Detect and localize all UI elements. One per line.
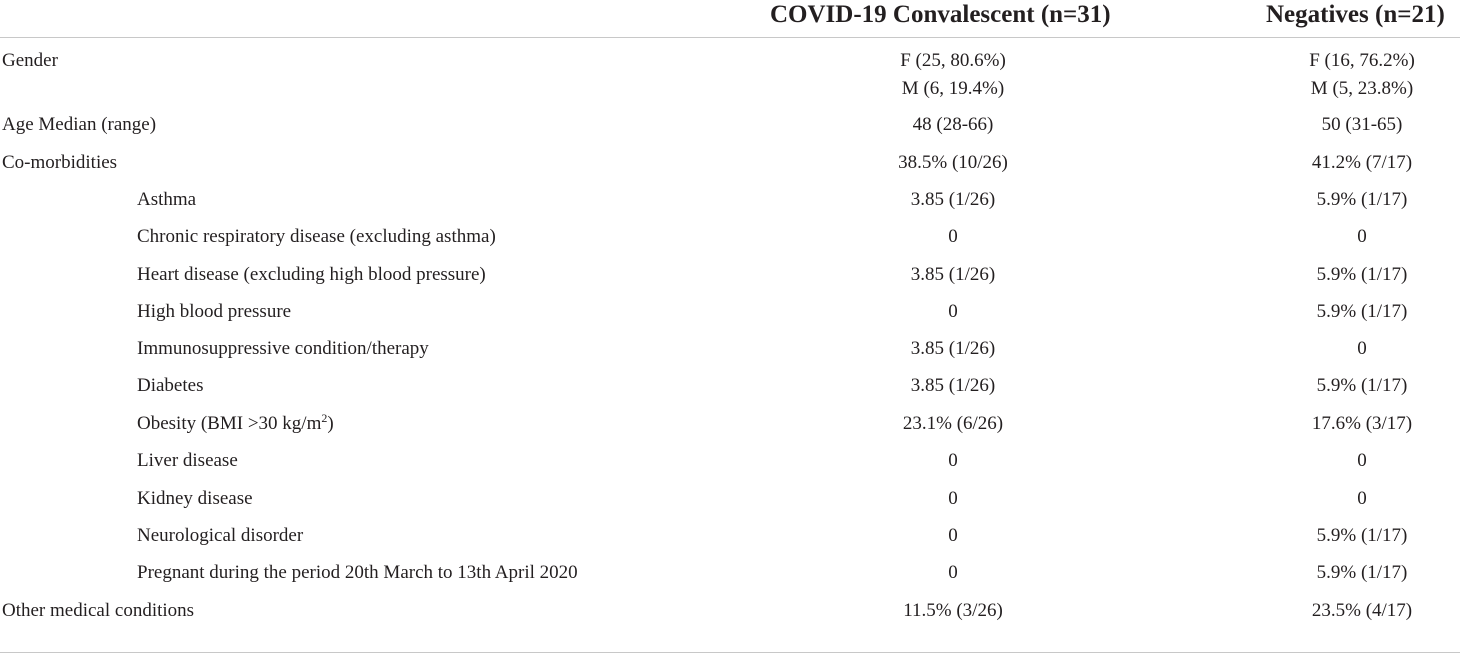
value-convalescent: 23.1% (6/26) [902,413,1004,434]
table-row [0,149,1460,186]
row-label: Neurological disorder [137,525,304,546]
table-row [0,522,1460,559]
row-label: Asthma [137,189,197,210]
value-negatives: 5.9% (1/17) [1316,525,1408,546]
row-label: Kidney disease [137,488,253,509]
table-row [0,261,1460,298]
table-row [0,223,1460,261]
value-convalescent: 48 (28-66) [912,114,994,135]
table-row [0,559,1460,597]
value-negatives: 0 [1357,488,1367,509]
value-convalescent: 3.85 (1/26) [910,189,996,210]
value-convalescent: 0 [948,301,958,322]
header-convalescent: COVID-19 Convalescent (n=31) [770,1,1111,28]
value-negatives: 17.6% (3/17) [1311,413,1413,434]
row-label: Liver disease [137,450,238,471]
row-label: Heart disease (excluding high blood pressure) [137,264,486,285]
row-label: Diabetes [137,375,204,396]
row-label: Gender [2,50,58,71]
row-label: High blood pressure [137,301,292,322]
value-convalescent: 11.5% (3/26) [903,600,1003,621]
table-row [0,372,1460,410]
value-convalescent: 3.85 (1/26) [910,338,996,359]
table-bottom-rule [0,652,1460,653]
row-label [137,410,334,438]
row-label: Other medical conditions [2,600,195,621]
table-row [0,597,1460,634]
table-row [0,447,1460,485]
value-negatives: 41.2% (7/17) [1311,152,1413,173]
table-row [0,298,1460,335]
value-convalescent: 0 [948,562,958,583]
value-negatives: 5.9% (1/17) [1316,375,1408,396]
value-negatives [1309,47,1415,103]
superscript: 2 [321,411,328,425]
value-negatives: 5.9% (1/17) [1316,264,1408,285]
row-label: Chronic respiratory disease (excluding asthma) [137,226,496,247]
row-label: Immunosuppressive condition/therapy [137,338,429,359]
value-convalescent: 0 [948,488,958,509]
value-convalescent: 3.85 (1/26) [910,375,996,396]
table-header [0,0,1460,38]
table-row [0,47,1460,111]
value-negatives: 0 [1357,338,1367,359]
value-line: M (5, 23.8%) [1310,78,1414,99]
value-negatives: 23.5% (4/17) [1311,600,1413,621]
row-label: Pregnant during the period 20th March to 13th April 2020 [137,562,578,583]
value-negatives: 5.9% (1/17) [1316,301,1408,322]
value-line: F (25, 80.6%) [900,50,1006,71]
header-negatives: Negatives (n=21) [1266,1,1445,28]
row-label: Age Median (range) [2,114,157,135]
value-convalescent: 0 [948,525,958,546]
table-row [0,485,1460,522]
value-convalescent: 0 [948,450,958,471]
value-convalescent: 38.5% (10/26) [898,152,1008,173]
value-negatives: 0 [1357,450,1367,471]
value-negatives: 50 (31-65) [1321,114,1403,135]
value-convalescent: 3.85 (1/26) [910,264,996,285]
value-line: F (16, 76.2%) [1309,50,1415,71]
label-end: ) [327,413,334,434]
table-row [0,186,1460,223]
value-negatives: 0 [1357,226,1367,247]
label-text: Obesity (BMI >30 kg/m [137,413,322,434]
table-row [0,335,1460,372]
value-convalescent [900,47,1006,103]
row-label: Co-morbidities [2,152,118,173]
value-line: M (6, 19.4%) [901,78,1005,99]
value-negatives: 5.9% (1/17) [1316,562,1408,583]
table-row [0,111,1460,149]
table-body [0,47,1460,634]
value-negatives: 5.9% (1/17) [1316,189,1408,210]
value-convalescent: 0 [948,226,958,247]
table-row [0,410,1460,447]
